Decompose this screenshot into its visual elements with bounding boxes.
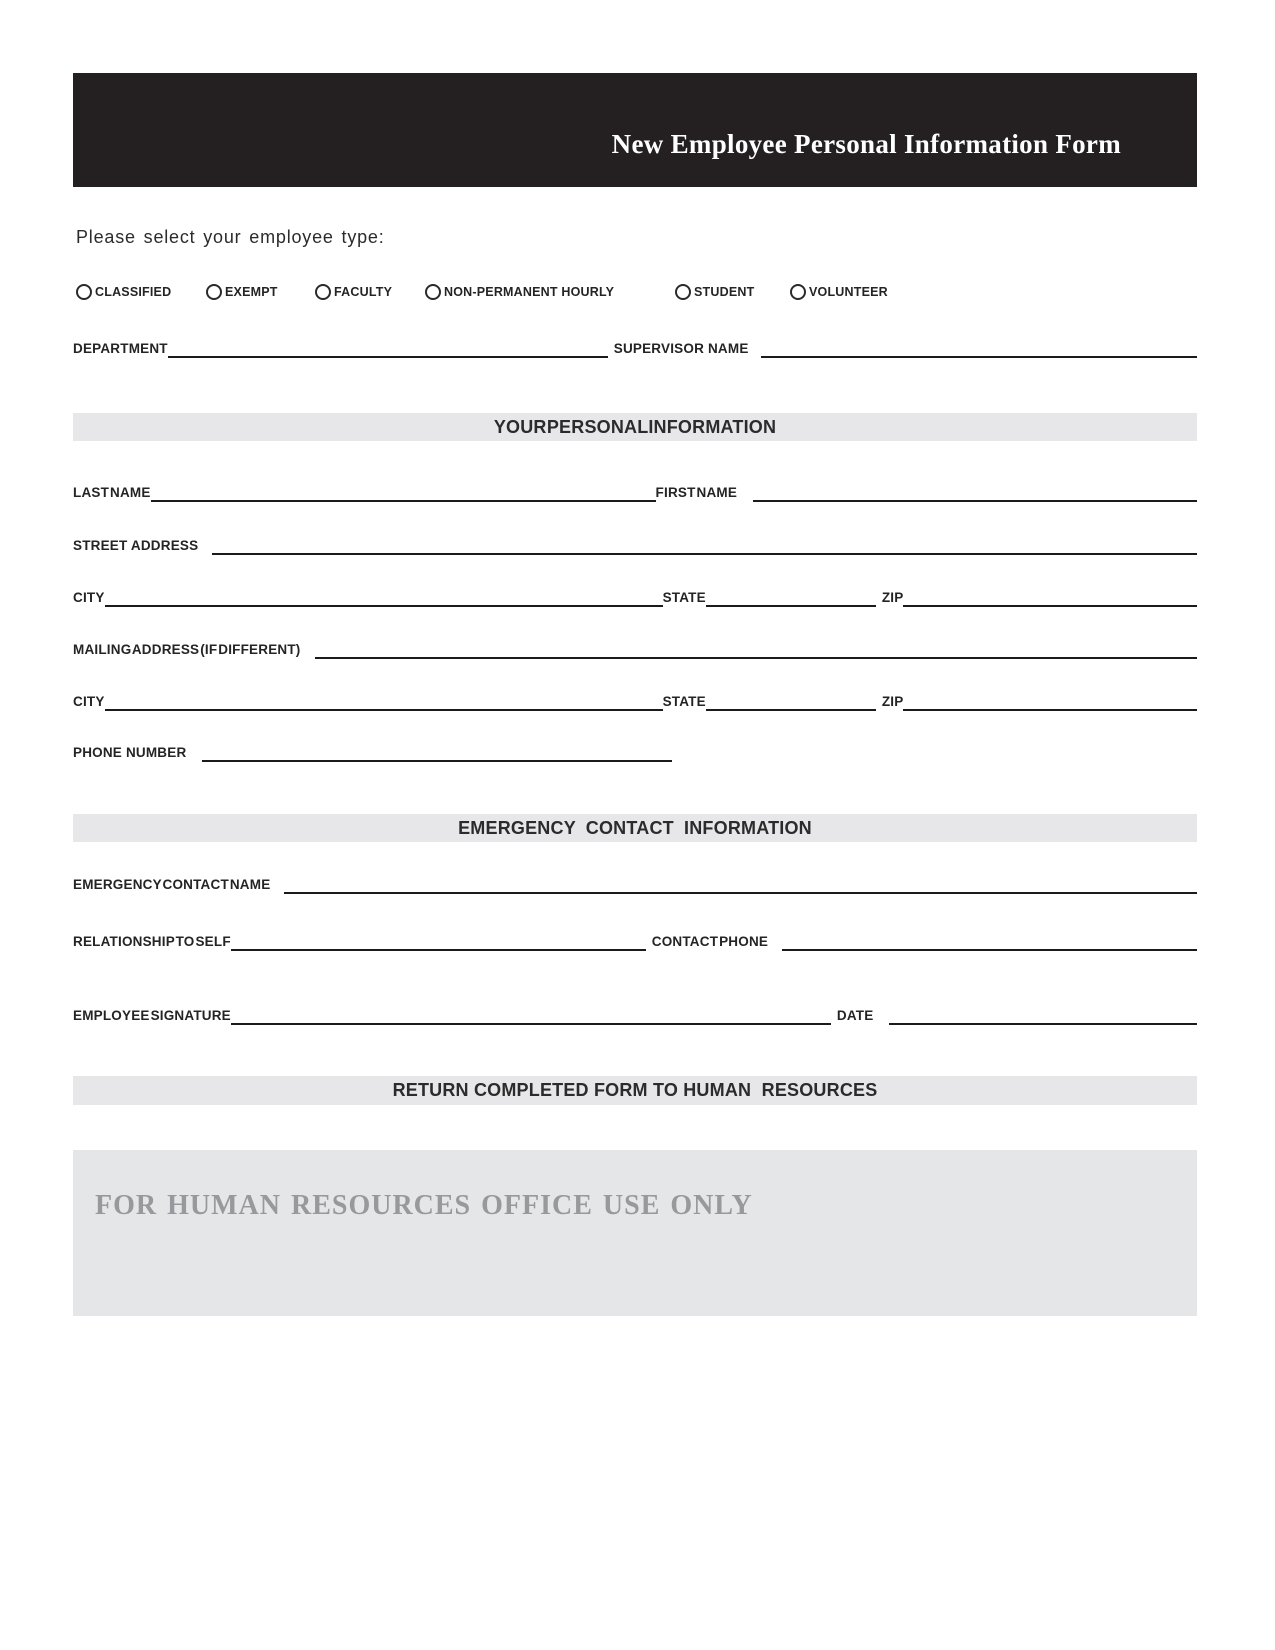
supervisor-name-input-line[interactable]	[761, 336, 1197, 358]
city-label: CITY	[73, 590, 105, 605]
employee-type-option-volunteer[interactable]	[790, 283, 888, 300]
signature-date-row	[73, 1003, 1197, 1025]
mailing-address-row	[73, 637, 1197, 659]
date-input-line[interactable]	[889, 1003, 1197, 1025]
employee-type-option-non-permanent-hourly[interactable]	[425, 283, 614, 300]
city-state-zip-row	[73, 585, 1197, 607]
city-input-line[interactable]	[105, 585, 663, 607]
state-label: STATE	[662, 694, 706, 709]
personal-info-section-title: YOUR PERSONAL INFORMATION	[493, 416, 777, 437]
emergency-contact-name-row	[73, 872, 1197, 894]
first-name-input-line[interactable]	[753, 480, 1197, 502]
employee-type-option-classified[interactable]	[76, 283, 171, 300]
supervisor-name-label: SUPERVISOR NAME	[613, 341, 749, 356]
relationship-contact-phone-row	[73, 929, 1197, 951]
street-address-input-line[interactable]	[212, 533, 1197, 555]
last-name-input-line[interactable]	[151, 480, 656, 502]
hr-office-use-title: FOR HUMAN RESOURCES OFFICE USE ONLY	[95, 1190, 753, 1221]
radio-option-label: FACULTY	[334, 284, 393, 299]
radio-option-label: NON-PERMANENT HOURLY	[444, 284, 615, 299]
radio-button-icon[interactable]	[206, 284, 222, 300]
city-label: CITY	[73, 694, 105, 709]
contact-phone-label: CONTACT PHONE	[651, 934, 769, 949]
mailing-city-input-line[interactable]	[105, 689, 663, 711]
employee-signature-input-line[interactable]	[231, 1003, 831, 1025]
zip-input-line[interactable]	[903, 585, 1197, 607]
department-label: DEPARTMENT	[73, 341, 168, 356]
radio-button-icon[interactable]	[425, 284, 441, 300]
form-title: New Employee Personal Information Form	[611, 128, 1121, 159]
contact-phone-input-line[interactable]	[782, 929, 1197, 951]
relationship-to-self-label: RELATIONSHIP TO SELF	[73, 934, 231, 949]
radio-button-icon[interactable]	[675, 284, 691, 300]
radio-button-icon[interactable]	[315, 284, 331, 300]
return-instruction-bar	[73, 1076, 1197, 1105]
radio-option-label: STUDENT	[694, 284, 755, 299]
radio-button-icon[interactable]	[76, 284, 92, 300]
employee-type-option-student[interactable]	[675, 283, 754, 300]
mailing-zip-input-line[interactable]	[903, 689, 1197, 711]
mailing-state-input-line[interactable]	[706, 689, 876, 711]
radio-button-icon[interactable]	[790, 284, 806, 300]
street-address-label: STREET ADDRESS	[73, 538, 199, 553]
personal-info-section-bar	[73, 413, 1197, 441]
date-label: DATE	[836, 1008, 874, 1023]
radio-option-label: EXEMPT	[225, 284, 278, 299]
hr-office-use-box	[73, 1150, 1197, 1316]
department-supervisor-row	[73, 336, 1197, 358]
zip-label: ZIP	[881, 694, 904, 709]
name-row	[73, 480, 1197, 502]
employee-signature-label: EMPLOYEE SIGNATURE	[73, 1008, 231, 1023]
state-label: STATE	[662, 590, 706, 605]
employee-type-prompt: Please select your employee type:	[76, 227, 385, 247]
street-address-row	[73, 533, 1197, 555]
mailing-city-state-zip-row	[73, 689, 1197, 711]
return-instruction-title: RETURN COMPLETED FORM TO HUMAN RESOURCES	[392, 1080, 878, 1100]
emergency-section-title: EMERGENCY CONTACT INFORMATION	[458, 817, 812, 838]
department-input-line[interactable]	[168, 336, 608, 358]
radio-option-label: CLASSIFIED	[95, 284, 172, 299]
emergency-contact-name-input-line[interactable]	[284, 872, 1197, 894]
employee-type-option-exempt[interactable]	[206, 283, 278, 300]
emergency-contact-name-label: EMERGENCY CONTACT NAME	[73, 877, 271, 892]
phone-number-input-line[interactable]	[202, 740, 672, 762]
relationship-to-self-input-line[interactable]	[231, 929, 646, 951]
zip-label: ZIP	[881, 590, 904, 605]
last-name-label: LAST NAME	[73, 485, 151, 500]
phone-number-label: PHONE NUMBER	[73, 745, 187, 760]
mailing-address-label: MAILING ADDRESS (IF DIFFERENT)	[73, 642, 301, 657]
radio-option-label: VOLUNTEER	[809, 284, 888, 299]
emergency-section-bar	[73, 814, 1197, 842]
phone-number-row	[73, 740, 1197, 762]
employee-type-option-faculty[interactable]	[315, 283, 392, 300]
header-banner	[73, 73, 1197, 187]
first-name-label: FIRST NAME	[655, 485, 738, 500]
state-input-line[interactable]	[706, 585, 876, 607]
mailing-address-input-line[interactable]	[315, 637, 1198, 659]
